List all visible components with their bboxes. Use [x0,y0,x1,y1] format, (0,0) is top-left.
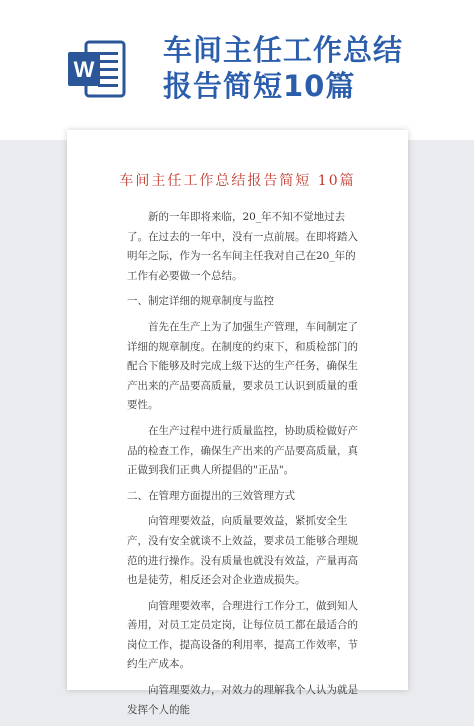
section-heading: 一、制定详细的规章制度与监控 [127,295,274,308]
document-title: 车间主任工作总结报告简短 10篇 [119,173,356,189]
document-page [67,130,408,716]
word-icon-letter: W [73,57,95,82]
paragraph: 向管理要效率，合理进行工作分工，做到知人善用，对员工定员定岗，让每位员工都在最适合的岗位工作，提高设备的利用率，提高工作效率，节约生产成本。 [127,599,358,671]
section-heading: 二、在管理方面提出的三效管理方式 [127,489,295,502]
title-line-1: 车间主任工作总结 [163,33,404,67]
paragraph: 向管理要效益，向质量要效益，紧抓安全生产，没有安全就谈不上效益，要求员工能够合理规范的进行操作。没有质量也就没有效益，产量再高也是徒劳，相反还会对企业造成损失。 [127,515,358,587]
document-body [127,208,363,726]
title-line-2: 报告简短10篇 [163,69,356,103]
paragraph: 向管理要效力，对效力的理解我个人认为就是发挥个人的能 [127,684,358,716]
paragraph: 在生产过程中进行质量监控，协助质检做好产品的检查工作，确保生产出来的产品要高质量，真正做到我们正典人所提倡的"正品"。 [127,424,358,477]
word-document-icon [66,38,128,100]
paragraph: 新的一年即将来临，20_年不知不觉地过去了。在过去的一年中，没有一点前展。在即将踏入明年之际，作为一名车间主任我对自己在20_年的工作有必要做一个总结。 [127,211,358,282]
page-header [0,0,474,140]
paragraph: 首先在生产上为了加强生产管理，车间制定了详细的规章制度。在制度的约束下，和质检部门的配合下能够及时完成上级下达的生产任务，确保生产出来的产品要高质量，要求员工认识到质量的重要性。 [127,320,358,412]
page-title [163,32,463,104]
